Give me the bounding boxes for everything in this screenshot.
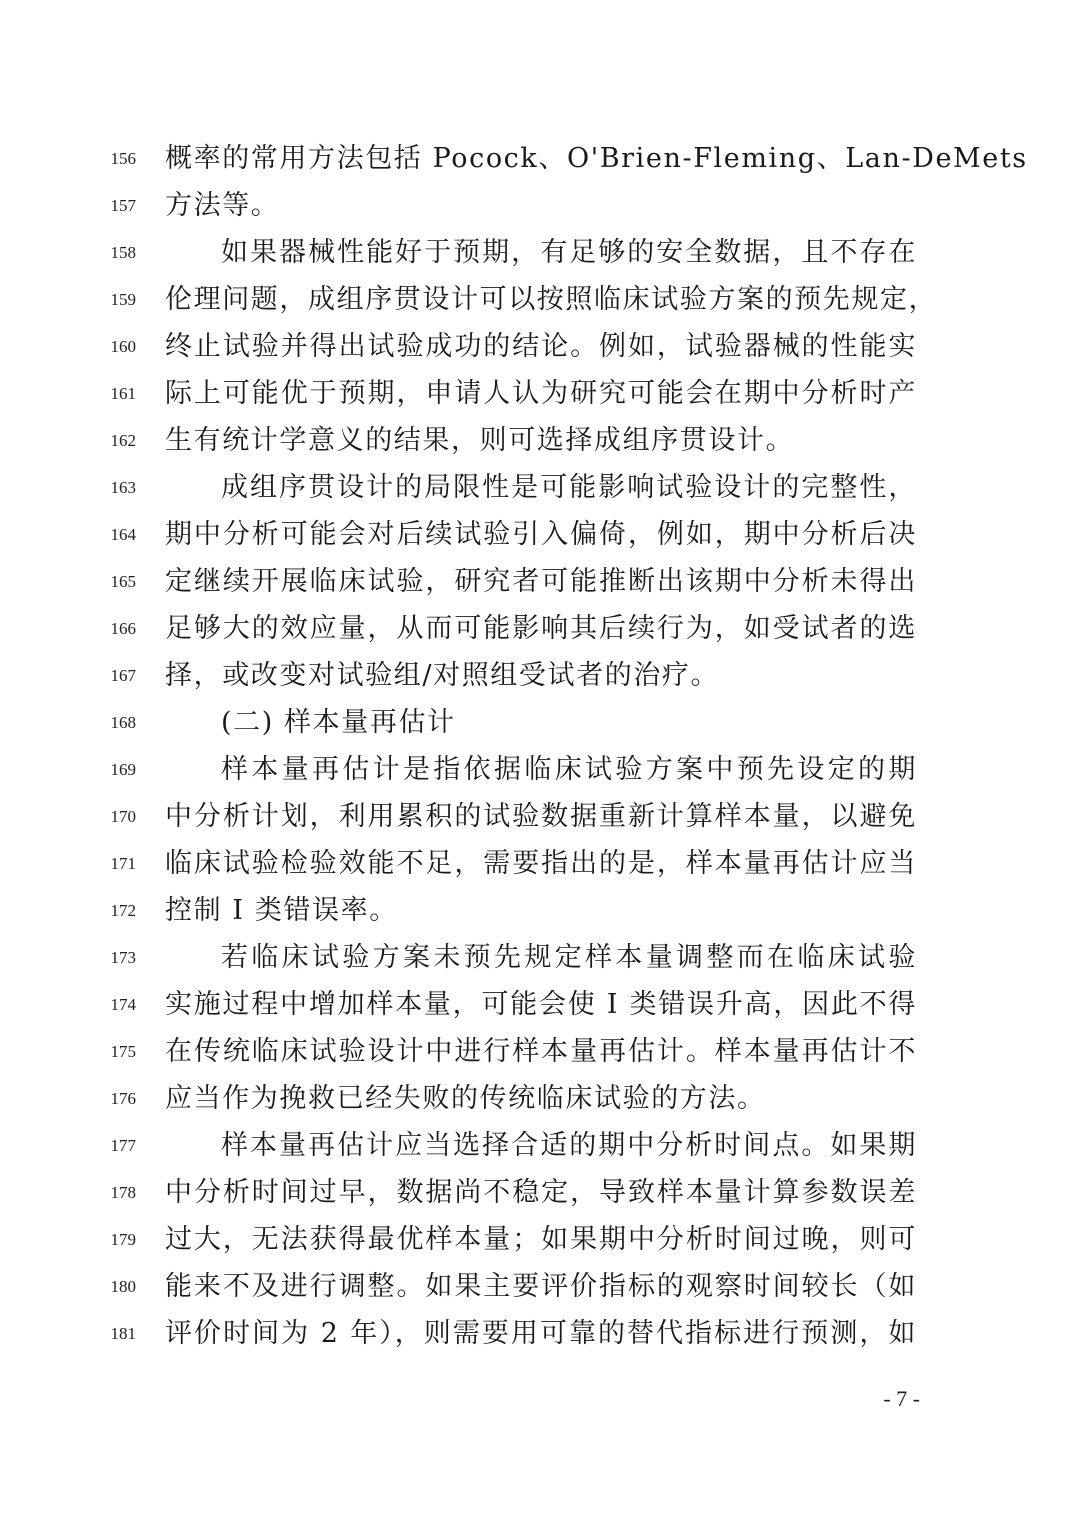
text-line bbox=[0, 186, 1080, 226]
line-number: 160 bbox=[110, 337, 136, 356]
line-text: 生有统计学意义的结果，则可选择成组序贯设计。 bbox=[165, 425, 795, 456]
line-text: 在传统临床试验设计中进行样本量再估计。样本量再估计不 bbox=[165, 1036, 917, 1067]
line-text: 样本量再估计是指依据临床试验方案中预先设定的期 bbox=[221, 754, 917, 785]
text-line bbox=[0, 656, 1080, 696]
text-line bbox=[0, 1314, 1080, 1354]
text-line bbox=[0, 1267, 1080, 1307]
line-number: 177 bbox=[110, 1136, 136, 1155]
line-number: 180 bbox=[110, 1277, 136, 1296]
line-number: 179 bbox=[110, 1230, 136, 1249]
line-text: 概率的常用方法包括 Pocock、O'Brien-Fleming、Lan-DeMets bbox=[165, 143, 1028, 174]
text-line bbox=[0, 327, 1080, 367]
line-text: 能来不及进行调整。如果主要评价指标的观察时间较长（如 bbox=[165, 1271, 917, 1302]
text-line bbox=[0, 1032, 1080, 1072]
line-text: 如果器械性能好于预期，有足够的安全数据，且不存在 bbox=[221, 237, 917, 268]
text-line bbox=[0, 609, 1080, 649]
line-number: 178 bbox=[110, 1183, 136, 1202]
line-number: 181 bbox=[110, 1324, 136, 1343]
text-line bbox=[0, 844, 1080, 884]
line-text: 终止试验并得出试验成功的结论。例如，试验器械的性能实 bbox=[165, 331, 917, 362]
line-number: 164 bbox=[110, 525, 136, 544]
line-text: 伦理问题，成组序贯设计可以按照临床试验方案的预先规定， bbox=[165, 284, 938, 315]
line-number: 174 bbox=[110, 995, 136, 1014]
line-number: 165 bbox=[110, 572, 136, 591]
text-line bbox=[0, 562, 1080, 602]
line-number: 167 bbox=[110, 666, 136, 685]
line-text: 临床试验检验效能不足，需要指出的是，样本量再估计应当 bbox=[165, 848, 917, 879]
text-line bbox=[0, 374, 1080, 414]
line-number: 172 bbox=[110, 901, 136, 920]
text-line bbox=[0, 421, 1080, 461]
text-line bbox=[0, 233, 1080, 273]
text-line bbox=[0, 515, 1080, 555]
line-number: 159 bbox=[110, 290, 136, 309]
section-heading-line bbox=[0, 703, 1080, 743]
line-text: 方法等。 bbox=[165, 190, 280, 221]
line-text: 应当作为挽救已经失败的传统临床试验的方法。 bbox=[165, 1083, 766, 1114]
line-text: 足够大的效应量，从而可能影响其后续行为，如受试者的选 bbox=[165, 613, 917, 644]
line-text: 样本量再估计应当选择合适的期中分析时间点。如果期 bbox=[221, 1130, 917, 1161]
line-text: 实施过程中增加样本量，可能会使 I 类错误升高，因此不得 bbox=[165, 989, 917, 1020]
text-line bbox=[0, 1079, 1080, 1119]
line-text: 评价时间为 2 年），则需要用可靠的替代指标进行预测，如 bbox=[165, 1318, 917, 1349]
text-line bbox=[0, 1173, 1080, 1213]
line-text: 过大，无法获得最优样本量；如果期中分析时间过晚，则可 bbox=[165, 1224, 917, 1255]
line-text: 若临床试验方案未预先规定样本量调整而在临床试验 bbox=[221, 942, 917, 973]
line-number: 163 bbox=[110, 478, 136, 497]
text-line bbox=[0, 280, 1080, 320]
line-text: 定继续开展临床试验，研究者可能推断出该期中分析未得出 bbox=[165, 566, 917, 597]
page-number: - 7 - bbox=[883, 1386, 920, 1411]
line-number: 171 bbox=[110, 854, 136, 873]
line-number: 175 bbox=[110, 1042, 136, 1061]
line-number: 156 bbox=[110, 149, 136, 168]
line-number: 169 bbox=[110, 760, 136, 779]
line-number: 158 bbox=[110, 243, 136, 262]
line-number: 176 bbox=[110, 1089, 136, 1108]
text-line bbox=[0, 938, 1080, 978]
line-text: 成组序贯设计的局限性是可能影响试验设计的完整性， bbox=[221, 472, 917, 503]
line-number: 173 bbox=[110, 948, 136, 967]
text-line bbox=[0, 985, 1080, 1025]
line-number: 170 bbox=[110, 807, 136, 826]
text-line bbox=[0, 797, 1080, 837]
line-text: 控制 I 类错误率。 bbox=[165, 895, 398, 926]
line-number: 166 bbox=[110, 619, 136, 638]
text-line bbox=[0, 891, 1080, 931]
line-number: 162 bbox=[110, 431, 136, 450]
line-text: 中分析计划，利用累积的试验数据重新计算样本量，以避免 bbox=[165, 801, 917, 832]
text-line bbox=[0, 139, 1080, 179]
line-number: 168 bbox=[110, 713, 136, 732]
line-text: 际上可能优于预期，申请人认为研究可能会在期中分析时产 bbox=[165, 378, 917, 409]
line-text: 择，或改变对试验组/对照组受试者的治疗。 bbox=[165, 660, 720, 691]
line-number: 161 bbox=[110, 384, 136, 403]
text-line bbox=[0, 750, 1080, 790]
section-heading: (二) 样本量再估计 bbox=[221, 707, 456, 738]
text-line bbox=[0, 1220, 1080, 1260]
line-number: 157 bbox=[110, 196, 136, 215]
line-text: 中分析时间过早，数据尚不稳定，导致样本量计算参数误差 bbox=[165, 1177, 917, 1208]
text-line bbox=[0, 468, 1080, 508]
text-line bbox=[0, 1126, 1080, 1166]
line-text: 期中分析可能会对后续试验引入偏倚，例如，期中分析后决 bbox=[165, 519, 917, 550]
